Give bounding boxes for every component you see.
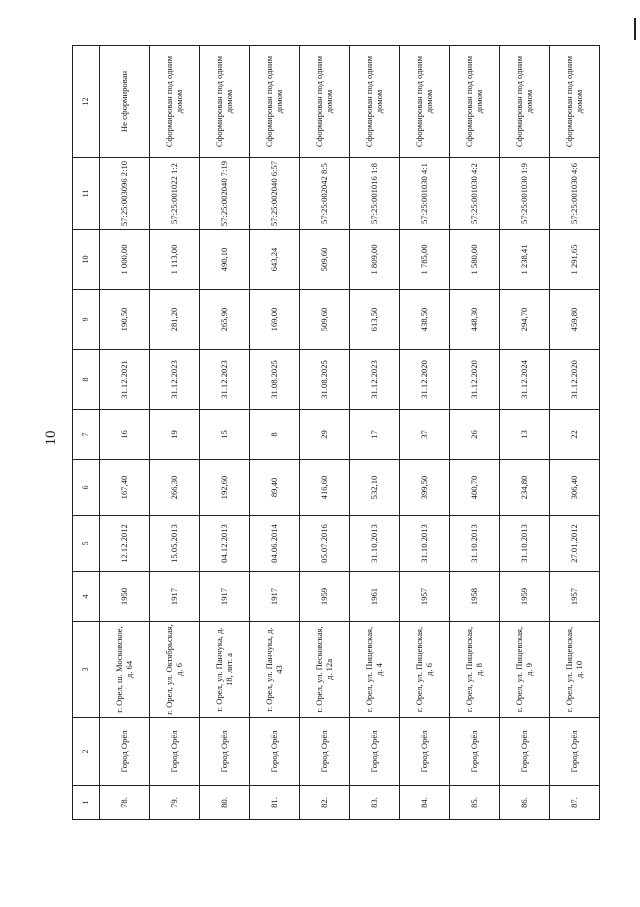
column-header: 8 [73, 350, 100, 410]
margin-mark [634, 18, 636, 40]
year-built-cell: 1917 [250, 572, 300, 622]
column-header: 5 [73, 516, 100, 572]
residents-cell: 16 [100, 410, 150, 460]
area-cell: 266,30 [150, 460, 200, 516]
cadastral-number-cell: 57:25:001022 1:2 [150, 158, 200, 230]
residents-cell: 29 [300, 410, 350, 460]
land-area-cell: 1 000,00 [100, 230, 150, 290]
year-built-cell: 1961 [350, 572, 400, 622]
row-number-cell: 84. [400, 786, 450, 820]
cadastral-number-cell: 57:25:001030 4:1 [400, 158, 450, 230]
cadastral-number-cell: 57:25:002040 6:57 [250, 158, 300, 230]
recognition-date-cell: 05.07.2016 [300, 516, 350, 572]
column-header: 12 [73, 46, 100, 158]
row-number-cell: 87. [550, 786, 600, 820]
year-built-cell: 1959 [300, 572, 350, 622]
recognition-date-cell: 31.10.2013 [350, 516, 400, 572]
residents-cell: 26 [450, 410, 500, 460]
year-built-cell: 1950 [100, 572, 150, 622]
table-body [100, 46, 600, 820]
housing-registry-table [72, 45, 600, 820]
recognition-date-cell: 27.01.2012 [550, 516, 600, 572]
municipality-cell: Город Орёл [300, 718, 350, 786]
recognition-date-cell: 31.10.2013 [450, 516, 500, 572]
page-number: 10 [43, 430, 59, 446]
column-header: 2 [73, 718, 100, 786]
relocation-deadline-cell: 31.12.2020 [400, 350, 450, 410]
cadastral-number-cell: 57:25:001030 4:6 [550, 158, 600, 230]
residents-cell: 8 [250, 410, 300, 460]
table-header-row [73, 46, 100, 820]
land-status-cell: Сформирован под одним домом [400, 46, 450, 158]
table-row [250, 46, 300, 820]
address-cell: г. Орел, ул. Пищевская, д. 10 [550, 622, 600, 718]
address-cell: г. Орел, ул. Пищевская, д. 4 [350, 622, 400, 718]
land-area-cell: 1 785,00 [400, 230, 450, 290]
table-row [300, 46, 350, 820]
living-area-cell: 613,50 [350, 290, 400, 350]
table-row [500, 46, 550, 820]
land-status-cell: Сформирован под одним домом [500, 46, 550, 158]
address-cell: г. Орел, ул. Пищевская, д. 6 [400, 622, 450, 718]
column-header: 7 [73, 410, 100, 460]
municipality-cell: Город Орёл [450, 718, 500, 786]
table-row [200, 46, 250, 820]
living-area-cell: 265,90 [200, 290, 250, 350]
residents-cell: 13 [500, 410, 550, 460]
year-built-cell: 1917 [200, 572, 250, 622]
area-cell: 234,80 [500, 460, 550, 516]
land-status-cell: Сформирован под одним домом [550, 46, 600, 158]
area-cell: 306,40 [550, 460, 600, 516]
year-built-cell: 1917 [150, 572, 200, 622]
recognition-date-cell: 31.10.2013 [400, 516, 450, 572]
column-header: 3 [73, 622, 100, 718]
cadastral-number-cell: 57:25:001016 1:8 [350, 158, 400, 230]
land-status-cell: Сформирован под одним домом [250, 46, 300, 158]
living-area-cell: 169,00 [250, 290, 300, 350]
residents-cell: 15 [200, 410, 250, 460]
address-cell: г. Орел, ул. Песковская, д. 12а [300, 622, 350, 718]
land-status-cell: Сформирован под одним домом [450, 46, 500, 158]
relocation-deadline-cell: 31.12.2023 [200, 350, 250, 410]
cadastral-number-cell: 57:25:002040 7:19 [200, 158, 250, 230]
row-number-cell: 86. [500, 786, 550, 820]
row-number-cell: 80. [200, 786, 250, 820]
area-cell: 532,10 [350, 460, 400, 516]
recognition-date-cell: 15.05.2013 [150, 516, 200, 572]
residents-cell: 17 [350, 410, 400, 460]
living-area-cell: 438,50 [400, 290, 450, 350]
table-row [550, 46, 600, 820]
land-area-cell: 509,60 [300, 230, 350, 290]
column-header: 6 [73, 460, 100, 516]
recognition-date-cell: 04.12.2013 [200, 516, 250, 572]
row-number-cell: 85. [450, 786, 500, 820]
column-header: 9 [73, 290, 100, 350]
land-area-cell: 1 291,65 [550, 230, 600, 290]
municipality-cell: Город Орёл [400, 718, 450, 786]
year-built-cell: 1957 [400, 572, 450, 622]
residents-cell: 37 [400, 410, 450, 460]
cadastral-number-cell: 57:25:001030 1:9 [500, 158, 550, 230]
relocation-deadline-cell: 31.12.2024 [500, 350, 550, 410]
relocation-deadline-cell: 31.12.2023 [150, 350, 200, 410]
table-row [350, 46, 400, 820]
row-number-cell: 79. [150, 786, 200, 820]
row-number-cell: 78. [100, 786, 150, 820]
cadastral-number-cell: 57:25:001030 4:2 [450, 158, 500, 230]
land-status-cell: Сформирован под одним домом [350, 46, 400, 158]
row-number-cell: 83. [350, 786, 400, 820]
address-cell: г. Орел, ул. Пищевская, д. 8 [450, 622, 500, 718]
living-area-cell: 294,70 [500, 290, 550, 350]
area-cell: 416,60 [300, 460, 350, 516]
column-header: 4 [73, 572, 100, 622]
land-area-cell: 1 238,41 [500, 230, 550, 290]
area-cell: 89,40 [250, 460, 300, 516]
residents-cell: 19 [150, 410, 200, 460]
table-row [450, 46, 500, 820]
table-row [150, 46, 200, 820]
recognition-date-cell: 12.12.2012 [100, 516, 150, 572]
living-area-cell: 459,80 [550, 290, 600, 350]
municipality-cell: Город Орёл [550, 718, 600, 786]
table-row [100, 46, 150, 820]
land-status-cell: Не сформирован [100, 46, 150, 158]
year-built-cell: 1957 [550, 572, 600, 622]
address-cell: г. Орел, ш. Московское, д. 64 [100, 622, 150, 718]
municipality-cell: Город Орёл [200, 718, 250, 786]
living-area-cell: 190,50 [100, 290, 150, 350]
table-row [400, 46, 450, 820]
living-area-cell: 448,30 [450, 290, 500, 350]
area-cell: 192,60 [200, 460, 250, 516]
land-area-cell: 490,10 [200, 230, 250, 290]
row-number-cell: 82. [300, 786, 350, 820]
address-cell: г. Орел, ул. Панчука, д. 18, лит. а [200, 622, 250, 718]
living-area-cell: 281,20 [150, 290, 200, 350]
relocation-deadline-cell: 31.12.2023 [350, 350, 400, 410]
address-cell: г. Орел, ул. Панчука, д. 43 [250, 622, 300, 718]
land-status-cell: Сформирован под одним домом [150, 46, 200, 158]
land-area-cell: 1 809,00 [350, 230, 400, 290]
residents-cell: 22 [550, 410, 600, 460]
relocation-deadline-cell: 31.12.2020 [450, 350, 500, 410]
area-cell: 399,50 [400, 460, 450, 516]
municipality-cell: Город Орёл [250, 718, 300, 786]
column-header: 10 [73, 230, 100, 290]
municipality-cell: Город Орёл [150, 718, 200, 786]
year-built-cell: 1959 [500, 572, 550, 622]
row-number-cell: 81. [250, 786, 300, 820]
column-header: 11 [73, 158, 100, 230]
municipality-cell: Город Орёл [500, 718, 550, 786]
cadastral-number-cell: 57:25:002042 8:5 [300, 158, 350, 230]
rotated-table-container [72, 46, 584, 820]
address-cell: г. Орел, ул. Октябрьская, д. 6 [150, 622, 200, 718]
recognition-date-cell: 31.10.2013 [500, 516, 550, 572]
living-area-cell: 509,60 [300, 290, 350, 350]
land-status-cell: Сформирован под одним домом [200, 46, 250, 158]
land-area-cell: 1 580,00 [450, 230, 500, 290]
year-built-cell: 1958 [450, 572, 500, 622]
recognition-date-cell: 04.06.2014 [250, 516, 300, 572]
address-cell: г. Орел, ул. Пищевская, д. 9 [500, 622, 550, 718]
cadastral-number-cell: 57:25:003096 2:10 [100, 158, 150, 230]
land-area-cell: 1 113,00 [150, 230, 200, 290]
relocation-deadline-cell: 31.12.2020 [550, 350, 600, 410]
column-header: 1 [73, 786, 100, 820]
relocation-deadline-cell: 31.08.2025 [250, 350, 300, 410]
area-cell: 400,70 [450, 460, 500, 516]
area-cell: 167,40 [100, 460, 150, 516]
municipality-cell: Город Орёл [350, 718, 400, 786]
land-status-cell: Сформирован под одним домом [300, 46, 350, 158]
relocation-deadline-cell: 31.12.2021 [100, 350, 150, 410]
relocation-deadline-cell: 31.08.2025 [300, 350, 350, 410]
municipality-cell: Город Орёл [100, 718, 150, 786]
land-area-cell: 643,24 [250, 230, 300, 290]
